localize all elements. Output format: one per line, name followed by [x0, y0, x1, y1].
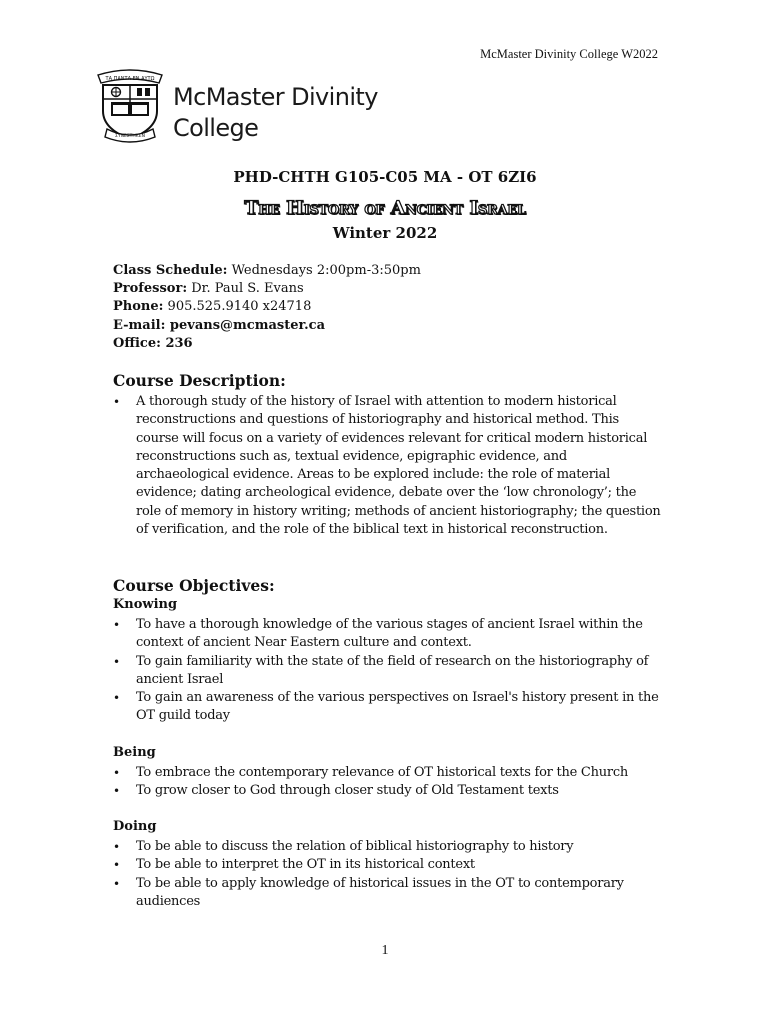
- bullet-icon: •: [113, 840, 120, 854]
- list-item: [113, 764, 663, 782]
- logo-line-2: College: [173, 114, 259, 142]
- info-row: [113, 262, 421, 280]
- bullet-icon: •: [113, 618, 120, 632]
- crest-scroll-text: ΣΥΝΕΣΤΗΚΕΝ: [115, 134, 145, 139]
- info-label: Office:: [113, 335, 161, 351]
- course-title: The History of Ancient Israel: [244, 197, 526, 219]
- list-item-text: To have a thorough knowledge of the various stages of ancient Israel within the context of ancient Near Eastern culture and context.: [136, 617, 643, 651]
- info-label: Professor:: [113, 281, 188, 297]
- info-value[interactable]: pevans@mcmaster.ca: [165, 317, 326, 333]
- list-item: [113, 393, 663, 539]
- list-item-text: To embrace the contemporary relevance of OT historical texts for the Church: [136, 765, 628, 780]
- bullet-icon: •: [113, 858, 120, 873]
- info-value: Dr. Paul S. Evans: [187, 281, 304, 297]
- list-item: [113, 856, 663, 874]
- list-item: [113, 616, 663, 653]
- info-label: E-mail:: [113, 317, 166, 333]
- info-row: [113, 298, 421, 316]
- crest-icon: [95, 67, 165, 145]
- info-label: Phone:: [113, 299, 164, 315]
- info-value: 905.525.9140 x24718: [163, 299, 312, 315]
- page-number: 1: [381, 943, 389, 958]
- being-list: [113, 764, 663, 801]
- info-value[interactable]: 236: [160, 335, 193, 351]
- knowing-list: [113, 616, 663, 726]
- course-objectives-heading: Course Objectives:: [113, 576, 275, 595]
- list-item: [113, 782, 663, 800]
- list-item-text: To be able to apply knowledge of historical issues in the OT to contemporary audiences: [136, 875, 624, 909]
- course-term: Winter 2022: [332, 224, 438, 242]
- doing-list: [113, 838, 663, 911]
- being-heading: Being: [113, 745, 156, 760]
- list-item-text: A thorough study of the history of Israel with attention to modern historical reconstructions and questions of historiography and historical method. This course will focus on a variety of evidences relevant for critical modern historical reconstructions such as, textual evidence, epigraphic evidence, and archaeological evidence. Areas to be explored include: the role of material evidence; dating archeological evidence, debate over the ‘low chronology’; the role of memory in history writing; methods of ancient historiography; the question of verification, and the role of the biblical text in historical reconstruction.: [136, 394, 661, 538]
- course-description-list: [113, 393, 663, 539]
- list-item-text: To gain an awareness of the various perspectives on Israel's history present in the OT guild today: [136, 690, 659, 724]
- info-row: [113, 317, 421, 335]
- running-header: McMaster Divinity College W2022: [480, 47, 658, 61]
- course-info: [113, 262, 421, 353]
- list-item: [113, 838, 663, 856]
- college-logo-text: [173, 82, 378, 144]
- bullet-icon: •: [113, 766, 120, 780]
- course-description-heading: Course Description:: [113, 371, 286, 390]
- bullet-icon: •: [113, 691, 120, 706]
- list-item: [113, 689, 663, 726]
- crest-banner-text: ΤΑ ΠΑΝΤΑ ΕΝ ΑΥΤΩ: [105, 76, 155, 82]
- info-value: Wednesdays 2:00pm-3:50pm: [227, 263, 421, 278]
- info-row: [113, 335, 421, 353]
- bullet-icon: •: [113, 395, 120, 409]
- list-item: [113, 653, 663, 690]
- bullet-icon: •: [113, 784, 120, 799]
- list-item-text: To be able to interpret the OT in its historical context: [136, 857, 475, 873]
- course-code: PHD-CHTH G105-C05 MA - OT 6ZI6: [233, 168, 537, 186]
- info-row: [113, 280, 421, 298]
- logo-line-1: McMaster Divinity: [173, 83, 378, 111]
- list-item-text: To be able to discuss the relation of biblical historiography to history: [136, 839, 574, 854]
- list-item: [113, 875, 663, 912]
- doing-heading: Doing: [113, 819, 157, 834]
- bullet-icon: •: [113, 654, 120, 669]
- list-item-text: To gain familiarity with the state of the field of research on the historiography of ancient Israel: [136, 653, 649, 687]
- info-label: Class Schedule:: [113, 263, 228, 278]
- list-item-text: To grow closer to God through closer study of Old Testament texts: [136, 783, 559, 799]
- bullet-icon: •: [113, 876, 120, 891]
- knowing-heading: Knowing: [113, 597, 178, 612]
